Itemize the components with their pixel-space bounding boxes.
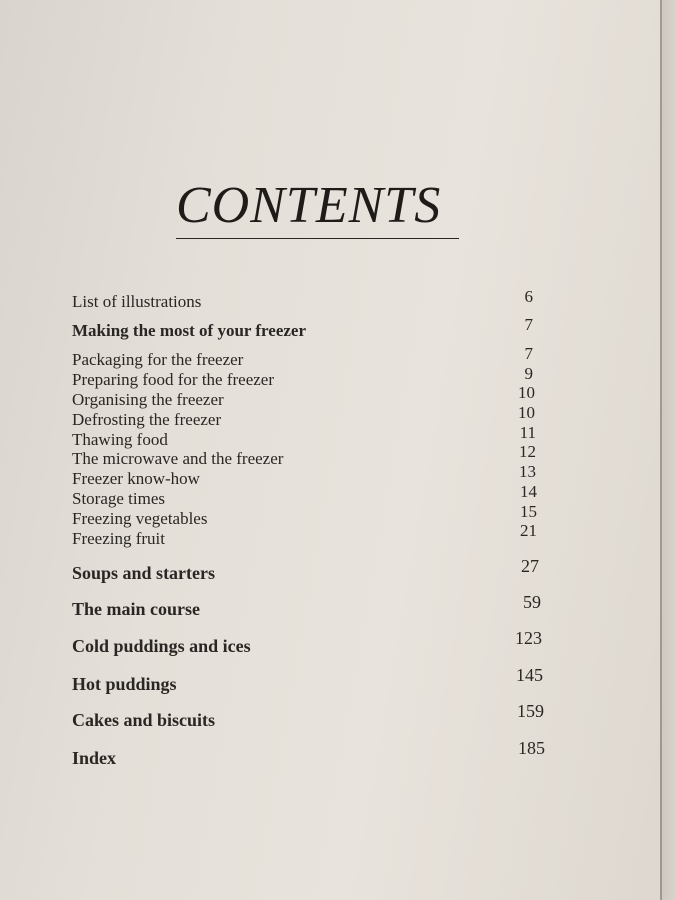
toc-entry-making-the-most: Making the most of your freezer [72,321,307,340]
toc-page-number: 6 [524,287,533,306]
toc-entry-organising: Organising the freezer [72,390,224,409]
toc-page-number: 10 [518,383,535,402]
toc-entry-soups-and-starters: Soups and starters [72,563,216,583]
toc-entry-freezing-vegetables: Freezing vegetables [72,509,208,528]
toc-page-number: 159 [517,701,544,721]
toc-entry-defrosting: Defrosting the freezer [72,410,222,429]
toc-entry-storage-times: Storage times [72,489,166,508]
toc-page-number: 7 [524,344,533,363]
page-title: CONTENTS [176,177,442,234]
toc-page-number: 145 [516,665,543,685]
toc-page-number: 11 [519,423,536,442]
toc-page-number: 15 [520,502,537,521]
adjacent-page [662,0,675,900]
toc-page-number: 9 [524,364,533,383]
toc-page-number: 14 [520,482,537,501]
toc-entry-packaging: Packaging for the freezer [72,350,244,369]
toc-page-number: 7 [524,315,533,334]
title-underline [176,238,459,239]
toc-page-number: 21 [520,521,537,540]
toc-entry-main-course: The main course [72,599,200,619]
toc-entry-cold-puddings: Cold puddings and ices [72,636,251,656]
toc-page-number: 27 [521,556,539,576]
toc-page-number: 185 [518,738,545,758]
toc-entry-hot-puddings: Hot puddings [72,674,177,694]
toc-page-number: 59 [523,592,541,612]
toc-page-number: 13 [519,462,536,481]
toc-entry-list-of-illustrations: List of illustrations [72,292,202,311]
toc-entry-microwave: The microwave and the freezer [72,449,284,468]
toc-page-number: 12 [519,442,536,461]
toc-entry-know-how: Freezer know-how [72,469,200,488]
toc-page-number: 10 [518,403,535,422]
toc-entry-cakes-and-biscuits: Cakes and biscuits [72,710,216,730]
toc-entry-index: Index [72,748,117,768]
toc-page-number: 123 [515,628,542,648]
toc-entry-preparing-food: Preparing food for the freezer [72,370,275,389]
toc-entry-freezing-fruit: Freezing fruit [72,529,165,548]
toc-entry-thawing: Thawing food [72,430,168,449]
